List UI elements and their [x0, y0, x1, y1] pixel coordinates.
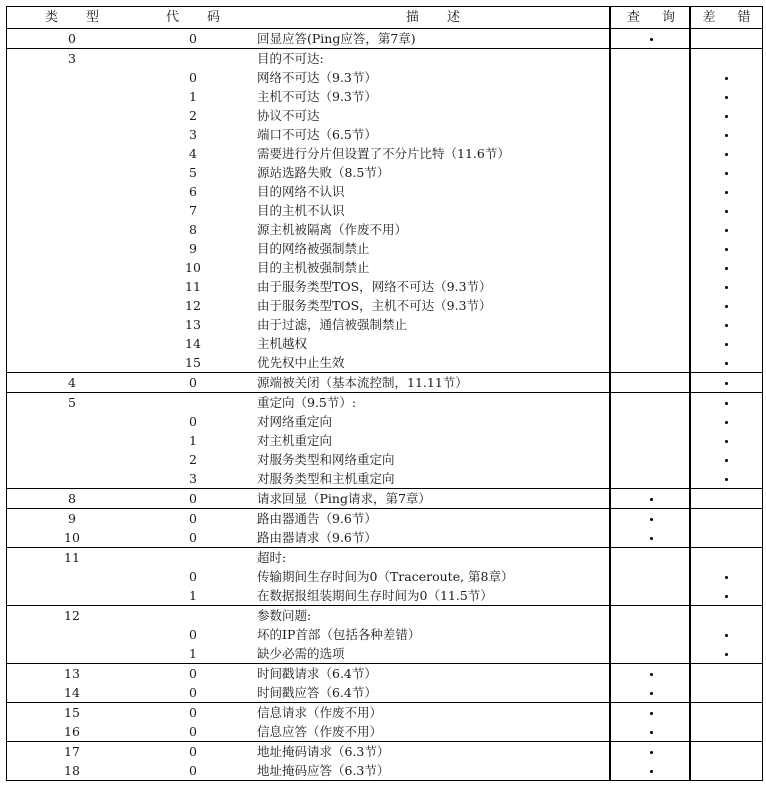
description-cell: 协议不可达 [257, 108, 320, 123]
row-group [7, 29, 762, 49]
query-cell [611, 683, 691, 702]
bullet-icon [725, 267, 728, 270]
description-cell: 回显应答(Ping应答，第7章) [257, 31, 416, 46]
bullet-icon [725, 286, 728, 289]
type-cell: 18 [64, 763, 80, 778]
error-cell [691, 567, 762, 586]
bullet-icon [725, 191, 728, 194]
header-code [137, 7, 249, 28]
code-cell: 0 [189, 414, 197, 429]
description-cell: 目的不可达: [257, 51, 324, 66]
code-cell: 9 [189, 241, 197, 256]
type-cell: 15 [64, 705, 80, 720]
table-row [7, 548, 762, 567]
bullet-icon [725, 459, 728, 462]
error-cell [691, 220, 762, 239]
table-row [7, 258, 762, 277]
bullet-icon [725, 96, 728, 99]
description-cell: 请求回显（Ping请求，第7章） [257, 491, 431, 506]
type-cell: 10 [64, 530, 80, 545]
code-cell: 0 [189, 705, 197, 720]
table-row [7, 49, 762, 68]
table-row [7, 334, 762, 353]
header-error-char: 错 [737, 10, 751, 25]
code-cell: 0 [189, 511, 197, 526]
type-cell: 9 [68, 511, 76, 526]
code-cell: 8 [189, 222, 197, 237]
description-cell: 由于过滤，通信被强制禁止 [257, 317, 408, 332]
description-cell: 在数据报组装期间生存时间为0（11.5节） [257, 588, 493, 603]
description-cell: 传输期间生存时间为0（Traceroute, 第8章） [257, 569, 514, 584]
table-row [7, 742, 762, 761]
code-cell: 0 [189, 666, 197, 681]
header-type [7, 7, 137, 28]
description-cell: 信息应答（作废不用） [257, 724, 383, 739]
bullet-icon [725, 634, 728, 637]
description-cell: 对网络重定向 [257, 414, 333, 429]
bullet-icon [650, 692, 653, 695]
description-cell: 地址掩码请求（6.3节） [257, 744, 390, 759]
type-cell: 8 [68, 491, 76, 506]
table-body [7, 29, 762, 781]
description-cell: 路由器通告（9.6节） [257, 511, 377, 526]
header-code-char: 码 [207, 10, 221, 25]
table-row [7, 567, 762, 586]
header-query-char: 询 [662, 10, 676, 25]
query-cell [611, 722, 691, 741]
table-row [7, 296, 762, 315]
bullet-icon [725, 362, 728, 365]
table-row [7, 163, 762, 182]
table-row [7, 625, 762, 644]
table-row [7, 220, 762, 239]
header-desc-char: 述 [447, 10, 461, 25]
table-row [7, 469, 762, 488]
type-cell: 11 [64, 550, 80, 565]
bullet-icon [725, 653, 728, 656]
code-cell: 1 [189, 433, 197, 448]
table-row [7, 509, 762, 528]
error-cell [691, 163, 762, 182]
bullet-icon [725, 576, 728, 579]
description-cell: 重定向（9.5节）: [257, 395, 357, 410]
description-cell: 优先权中止生效 [257, 355, 345, 370]
code-cell: 1 [189, 588, 197, 603]
header-type-char: 类 [44, 10, 58, 25]
table-row [7, 644, 762, 663]
description-cell: 时间戳应答（6.4节） [257, 685, 377, 700]
error-cell [691, 182, 762, 201]
query-cell [611, 761, 691, 780]
query-cell [611, 664, 691, 683]
query-cell [611, 489, 691, 508]
row-group [7, 489, 762, 509]
description-cell: 地址掩码应答（6.3节） [257, 763, 390, 778]
code-cell: 10 [185, 260, 201, 275]
code-cell: 0 [189, 31, 197, 46]
header-query [611, 7, 691, 28]
error-cell [691, 106, 762, 125]
table-row [7, 431, 762, 450]
description-cell: 网络不可达（9.3节） [257, 70, 377, 85]
bullet-icon [650, 38, 653, 41]
header-query-char: 查 [626, 10, 640, 25]
header-error [691, 7, 762, 28]
error-cell [691, 353, 762, 372]
table-row [7, 144, 762, 163]
table-row [7, 201, 762, 220]
code-cell: 0 [189, 685, 197, 700]
query-cell [611, 703, 691, 722]
bullet-icon [725, 478, 728, 481]
code-cell: 2 [189, 108, 197, 123]
type-cell: 0 [68, 31, 76, 46]
type-cell: 13 [64, 666, 80, 681]
code-cell: 12 [185, 298, 201, 313]
code-cell: 13 [185, 317, 201, 332]
code-cell: 11 [185, 279, 201, 294]
table-row [7, 29, 762, 48]
description-cell: 源站选路失败（8.5节） [257, 165, 390, 180]
code-cell: 0 [189, 627, 197, 642]
bullet-icon [725, 134, 728, 137]
code-cell: 1 [189, 89, 197, 104]
bullet-icon [725, 421, 728, 424]
description-cell: 目的主机被强制禁止 [257, 260, 370, 275]
error-cell [691, 277, 762, 296]
error-cell [691, 450, 762, 469]
code-cell: 15 [185, 355, 201, 370]
description-cell: 由于服务类型TOS，主机不可达（9.3节） [257, 298, 492, 313]
code-cell: 1 [189, 646, 197, 661]
type-cell: 5 [68, 395, 76, 410]
description-cell: 主机越权 [257, 336, 308, 351]
row-group [7, 393, 762, 489]
table-header [7, 6, 762, 29]
code-cell: 0 [189, 569, 197, 584]
description-cell: 主机不可达（9.3节） [257, 89, 377, 104]
error-cell [691, 431, 762, 450]
row-group [7, 509, 762, 548]
code-cell: 5 [189, 165, 197, 180]
error-cell [691, 393, 762, 412]
row-group [7, 606, 762, 664]
bullet-icon [725, 343, 728, 346]
header-desc-char: 描 [405, 10, 419, 25]
bullet-icon [650, 731, 653, 734]
type-cell: 16 [64, 724, 80, 739]
code-cell: 0 [189, 70, 197, 85]
bullet-icon [650, 673, 653, 676]
description-cell: 目的网络不认识 [257, 184, 345, 199]
code-cell: 14 [185, 336, 201, 351]
table-row [7, 528, 762, 547]
table-row [7, 703, 762, 722]
bullet-icon [650, 498, 653, 501]
table-row [7, 489, 762, 508]
description-cell: 路由器请求（9.6节） [257, 530, 377, 545]
error-cell [691, 412, 762, 431]
type-cell: 4 [68, 375, 76, 390]
code-cell: 3 [189, 471, 197, 486]
error-cell [691, 296, 762, 315]
description-cell: 由于服务类型TOS，网络不可达（9.3节） [257, 279, 492, 294]
bullet-icon [725, 229, 728, 232]
error-cell [691, 315, 762, 334]
table-row [7, 106, 762, 125]
code-cell: 7 [189, 203, 197, 218]
table-row [7, 353, 762, 372]
icmp-message-type-table [6, 6, 763, 781]
code-cell: 0 [189, 744, 197, 759]
table-row [7, 373, 762, 392]
bullet-icon [725, 77, 728, 80]
bullet-icon [650, 537, 653, 540]
bullet-icon [725, 324, 728, 327]
description-cell: 对服务类型和网络重定向 [257, 452, 395, 467]
description-cell: 参数问题: [257, 608, 312, 623]
type-cell: 14 [64, 685, 80, 700]
bullet-icon [725, 172, 728, 175]
bullet-icon [725, 115, 728, 118]
error-cell [691, 258, 762, 277]
type-cell: 12 [64, 608, 80, 623]
error-cell [691, 201, 762, 220]
code-cell: 0 [189, 763, 197, 778]
error-cell [691, 625, 762, 644]
description-cell: 目的网络被强制禁止 [257, 241, 370, 256]
error-cell [691, 144, 762, 163]
row-group [7, 742, 762, 781]
header-code-char: 代 [165, 10, 179, 25]
header-error-char: 差 [702, 10, 716, 25]
table-row [7, 606, 762, 625]
row-group [7, 664, 762, 703]
bullet-icon [725, 595, 728, 598]
error-cell [691, 334, 762, 353]
table-row [7, 182, 762, 201]
table-row [7, 412, 762, 431]
row-group [7, 703, 762, 742]
error-cell [691, 469, 762, 488]
error-cell [691, 644, 762, 663]
code-cell: 0 [189, 724, 197, 739]
code-cell: 0 [189, 530, 197, 545]
error-cell [691, 373, 762, 392]
table-row [7, 87, 762, 106]
code-cell: 3 [189, 127, 197, 142]
bullet-icon [650, 712, 653, 715]
description-cell: 对主机重定向 [257, 433, 333, 448]
table-row [7, 586, 762, 605]
description-cell: 需要进行分片但设置了不分片比特（11.6节） [257, 146, 510, 161]
row-group [7, 373, 762, 393]
type-cell: 3 [68, 51, 76, 66]
header-type-char: 型 [86, 10, 100, 25]
bullet-icon [725, 402, 728, 405]
bullet-icon [725, 153, 728, 156]
bullet-icon [650, 751, 653, 754]
table-row [7, 761, 762, 780]
table-row [7, 393, 762, 412]
error-cell [691, 125, 762, 144]
bullet-icon [650, 770, 653, 773]
table-row [7, 664, 762, 683]
bullet-icon [725, 210, 728, 213]
description-cell: 时间戳请求（6.4节） [257, 666, 377, 681]
table-row [7, 315, 762, 334]
code-cell: 4 [189, 146, 197, 161]
description-cell: 源主机被隔离（作废不用） [257, 222, 408, 237]
code-cell: 2 [189, 452, 197, 467]
query-cell [611, 29, 691, 48]
bullet-icon [725, 305, 728, 308]
header-description [257, 7, 609, 28]
table-row [7, 722, 762, 741]
table-row [7, 450, 762, 469]
description-cell: 坏的IP首部（包括各种差错） [257, 627, 421, 642]
code-cell: 0 [189, 375, 197, 390]
row-group [7, 49, 762, 373]
bullet-icon [725, 248, 728, 251]
table-row [7, 239, 762, 258]
table-row [7, 683, 762, 702]
error-cell [691, 68, 762, 87]
code-cell: 6 [189, 184, 197, 199]
bullet-icon [725, 382, 728, 385]
table-row [7, 68, 762, 87]
bullet-icon [725, 440, 728, 443]
description-cell: 源端被关闭（基本流控制，11.11节） [257, 375, 468, 390]
error-cell [691, 239, 762, 258]
description-cell: 缺少必需的选项 [257, 646, 345, 661]
description-cell: 信息请求（作废不用） [257, 705, 383, 720]
query-cell [611, 742, 691, 761]
description-cell: 端口不可达（6.5节） [257, 127, 377, 142]
table-row [7, 125, 762, 144]
error-cell [691, 87, 762, 106]
code-cell: 0 [189, 491, 197, 506]
bullet-icon [650, 518, 653, 521]
query-cell [611, 528, 691, 547]
error-cell [691, 586, 762, 605]
description-cell: 超时: [257, 550, 287, 565]
row-group [7, 548, 762, 606]
table-row [7, 277, 762, 296]
query-cell [611, 509, 691, 528]
description-cell: 对服务类型和主机重定向 [257, 471, 395, 486]
description-cell: 目的主机不认识 [257, 203, 345, 218]
type-cell: 17 [64, 744, 80, 759]
